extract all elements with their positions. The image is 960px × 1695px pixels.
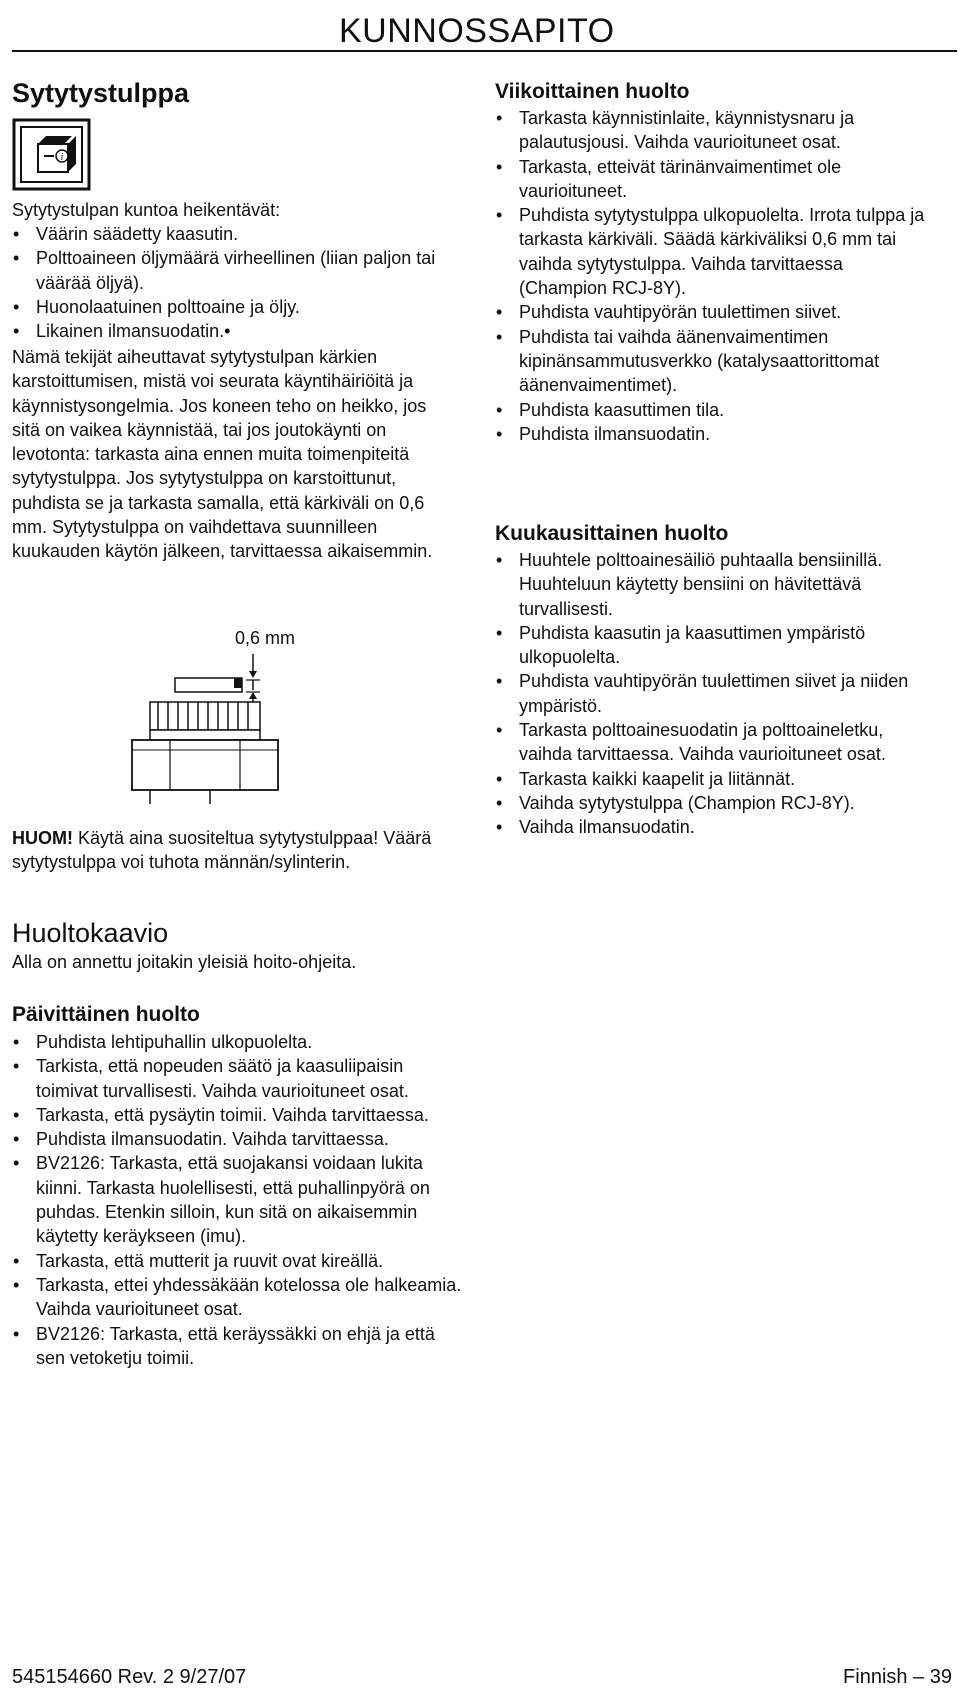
list-item: • Puhdista ilmansuodatin. (495, 422, 930, 446)
footer-page-number: Finnish – 39 (843, 1666, 952, 1688)
list-item: • Tarkasta, että mutterit ja ruuvit ovat kireällä. (12, 1249, 462, 1273)
gap-label: 0,6 mm (235, 628, 296, 648)
monthly-list (495, 548, 925, 840)
note-block (12, 826, 452, 875)
list-item: • Puhdista tai vaihda äänenvaimentimen kipinänsammutusverkko (katalysaattorittomat äänenvaimentimet). (495, 325, 930, 398)
list-item: • Puhdista kaasutin ja kaasuttimen ympäristö ulkopuolelta. (495, 621, 925, 670)
schedule-title: Huoltokaavio (12, 918, 169, 948)
list-item: • Puhdista ilmansuodatin. Vaihda tarvittaessa. (12, 1127, 462, 1151)
list-item: • Tarkasta kaikki kaapelit ja liitännät. (495, 767, 925, 791)
footer-doc-number: 545154660 Rev. 2 9/27/07 (12, 1666, 247, 1688)
spark-plug-title: Sytytystulppa (12, 78, 190, 108)
spark-plug-diagram (130, 654, 310, 804)
list-item: • Polttoaineen öljymäärä virheellinen (liian paljon tai väärää öljyä). (12, 246, 452, 295)
note-text: Käytä aina suositeltua sytytystulppaa! Väärä sytytystulppa voi tuhota männän/sylinterin. (12, 828, 432, 873)
list-item: • Puhdista sytytystulppa ulkopuolelta. Irrota tulppa ja tarkasta kärkiväli. Säädä kärkiväliksi 0,6 mm tai vaihda sytytystulppa. Vaihda tarvittaessa (Champion RCJ-8Y). (495, 203, 930, 300)
note-label: HUOM! (12, 828, 73, 848)
page-header-title: KUNNOSSAPITO (339, 12, 615, 50)
list-item: • Tarkista, että nopeuden säätö ja kaasuliipaisin toimivat turvallisesti. Vaihda vaurioituneet osat. (12, 1054, 462, 1103)
list-item: • Tarkasta, ettei yhdessäkään kotelossa ole halkeamia. Vaihda vaurioituneet osat. (12, 1273, 462, 1322)
spark-plug-intro: Sytytystulpan kuntoa heikentävät: (12, 200, 281, 220)
weekly-list (495, 106, 930, 446)
list-item: • BV2126: Tarkasta, että keräyssäkki on ehjä ja että sen vetoketju toimii. (12, 1322, 462, 1371)
spark-plug-paragraph: Nämä tekijät aiheuttavat sytytystulpan kärkien karstoittumisen, mistä voi seurata käyntihäiriöitä ja käynnistysongelmia. Jos koneen teho on heikko, jos sitä on vaikea käynnistää, tai jos joutokäynti on levotonta: tarkasta aina ennen muita toimenpiteitä sytytystulppa. Jos sytytystulppa on karstoittunut, puhdista se ja tarkasta samalla, että kärkiväli on 0,6 mm. Sytytystulppa on vaihdettava suunnilleen kuukauden käytön jälkeen, tarvittaessa aikaisemmin. (12, 347, 433, 562)
schedule-subtitle: Alla on annettu joitakin yleisiä hoito-ohjeita. (12, 952, 357, 972)
list-item: • Puhdista lehtipuhallin ulkopuolelta. (12, 1030, 462, 1054)
list-item: • Huonolaatuinen polttoaine ja öljy. (12, 295, 452, 319)
list-item: • Huuhtele polttoainesäiliö puhtaalla bensiinillä. Huuhteluun käytetty bensiini on hävitettävä turvallisesti. (495, 548, 925, 621)
list-item: • Vaihda ilmansuodatin. (495, 815, 925, 839)
list-item: • Vaihda sytytystulppa (Champion RCJ-8Y). (495, 791, 925, 815)
list-item: • Tarkasta, etteivät tärinänvaimentimet ole vaurioituneet. (495, 155, 930, 204)
list-item: • Likainen ilmansuodatin.• (12, 319, 452, 343)
daily-list (12, 1030, 462, 1370)
warning-info-icon (12, 118, 91, 191)
list-item: • Tarkasta, että pysäytin toimii. Vaihda tarvittaessa. (12, 1103, 462, 1127)
list-item: • Puhdista vauhtipyörän tuulettimen siivet. (495, 300, 930, 324)
weekly-title: Viikoittainen huolto (495, 80, 690, 103)
list-item: • Tarkasta polttoainesuodatin ja polttoaineletku, vaihda tarvittaessa. Vaihda vaurioituneet osat. (495, 718, 925, 767)
list-item: • Puhdista kaasuttimen tila. (495, 398, 930, 422)
spark-plug-causes-list (12, 222, 452, 343)
list-item: • Tarkasta käynnistinlaite, käynnistysnaru ja palautusjousi. Vaihda vaurioituneet osat. (495, 106, 930, 155)
monthly-title: Kuukausittainen huolto (495, 522, 729, 545)
list-item: • BV2126: Tarkasta, että suojakansi voidaan lukita kiinni. Tarkasta huolellisesti, että puhallinpyörä on puhdas. Etenkin silloin, kun sitä on aikaisemmin käytetty keräykseen (imu). (12, 1151, 462, 1248)
list-item: • Puhdista vauhtipyörän tuulettimen siivet ja niiden ympäristö. (495, 669, 925, 718)
daily-title: Päivittäinen huolto (12, 1003, 200, 1026)
list-item: • Väärin säädetty kaasutin. (12, 222, 452, 246)
svg-text:i: i (60, 152, 64, 163)
